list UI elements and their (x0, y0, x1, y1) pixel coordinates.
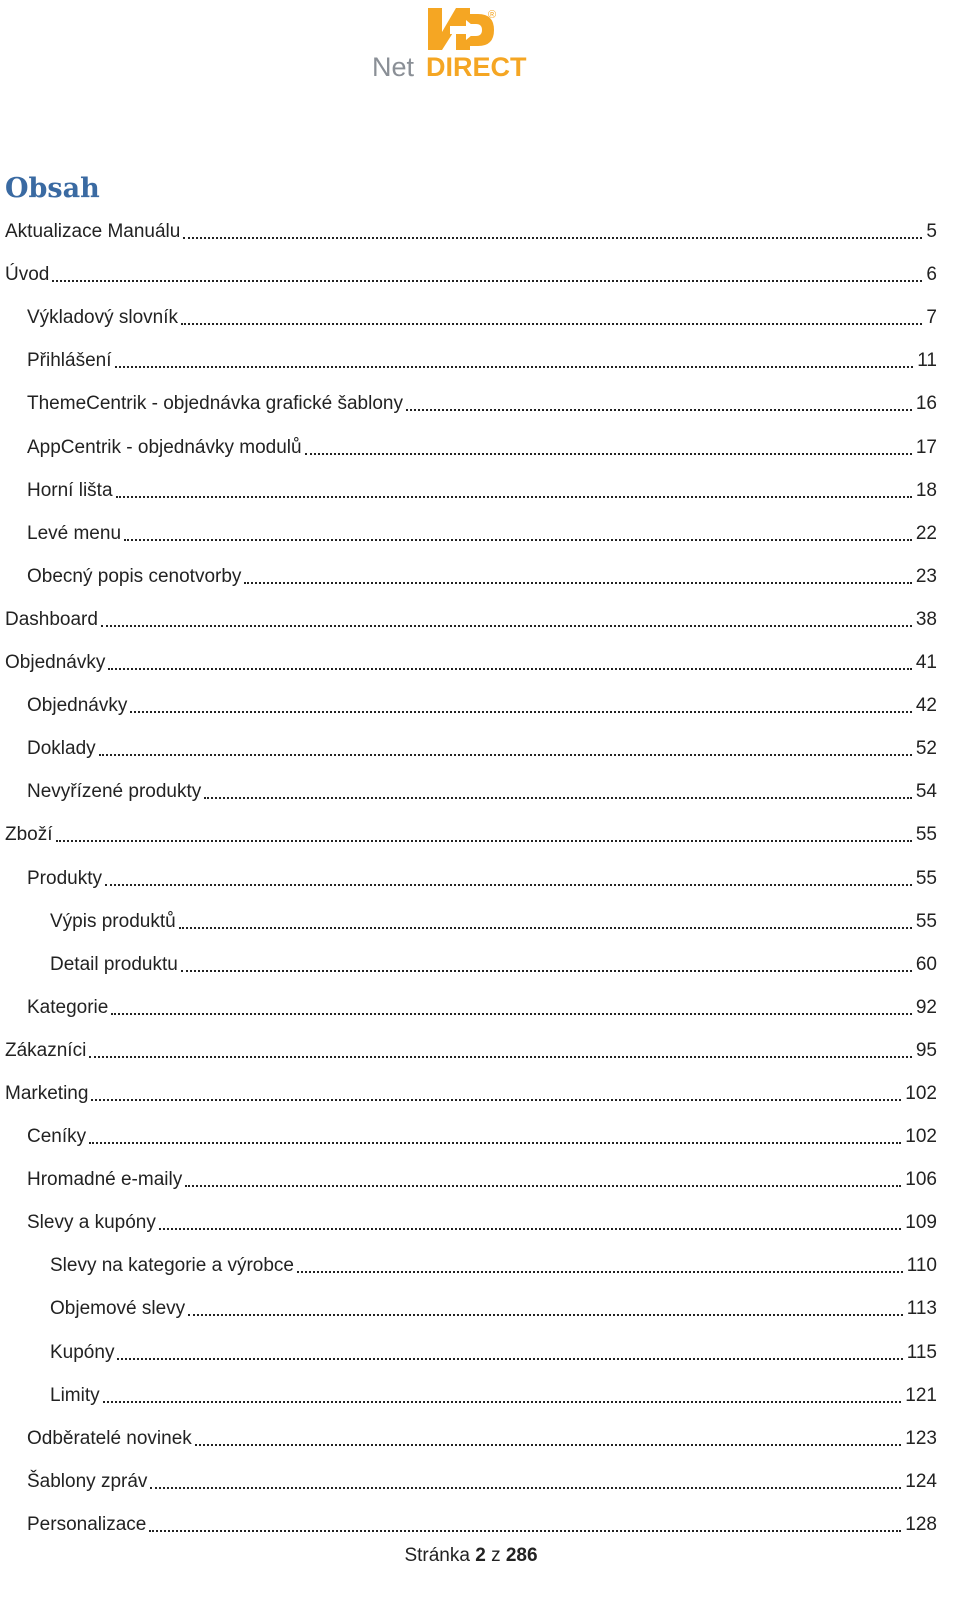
toc-entry[interactable] (5, 382, 937, 425)
toc-title: Obsah (5, 173, 100, 204)
toc-entry[interactable] (5, 1417, 937, 1460)
toc-dot-leader (89, 1141, 901, 1144)
table-of-contents (5, 210, 937, 1546)
toc-entry-title: Zboží (5, 824, 53, 846)
toc-entry-title: Zákazníci (5, 1039, 87, 1061)
toc-dot-leader (117, 1357, 902, 1360)
toc-entry[interactable] (5, 598, 937, 641)
toc-entry[interactable] (5, 253, 937, 296)
toc-entry-title: Nevyřízené produkty (27, 781, 202, 803)
logo-text-direct: DIRECT (426, 52, 527, 82)
toc-entry-title: Limity (50, 1384, 100, 1406)
toc-dot-leader (159, 1227, 901, 1230)
toc-entry-page-number: 18 (915, 479, 937, 501)
toc-entry-page-number: 109 (905, 1212, 937, 1234)
toc-entry[interactable] (5, 1330, 937, 1373)
toc-entry-title: Levé menu (27, 522, 122, 544)
toc-entry-page-number: 11 (917, 350, 937, 372)
toc-entry[interactable] (5, 684, 937, 727)
logo-graphic (370, 6, 590, 82)
toc-entry[interactable] (5, 555, 937, 598)
toc-entry-title: Šablony zpráv (27, 1470, 148, 1492)
toc-entry-title: Slevy na kategorie a výrobce (50, 1255, 294, 1277)
toc-entry-title: Produkty (27, 867, 102, 889)
toc-dot-leader (124, 538, 912, 541)
toc-entry-page-number: 123 (905, 1427, 937, 1449)
toc-entry-page-number: 38 (915, 608, 937, 630)
toc-dot-leader (105, 883, 912, 886)
toc-dot-leader (195, 1443, 902, 1446)
toc-dot-leader (188, 1313, 903, 1316)
toc-entry[interactable] (5, 425, 937, 468)
toc-dot-leader (115, 365, 914, 368)
toc-dot-leader (183, 236, 922, 239)
toc-entry-title: ThemeCentrik - objednávka grafické šablony (27, 393, 403, 415)
toc-entry-page-number: 92 (915, 996, 937, 1018)
toc-entry-page-number: 42 (915, 695, 937, 717)
toc-entry-page-number: 52 (915, 738, 937, 760)
toc-entry[interactable] (5, 1244, 937, 1287)
toc-entry-title: Kupóny (50, 1341, 115, 1363)
toc-dot-leader (91, 1098, 901, 1101)
toc-entry-title: Aktualizace Manuálu (5, 221, 181, 243)
toc-entry-title: Ceníky (27, 1126, 87, 1148)
toc-entry-page-number: 55 (915, 910, 937, 932)
toc-entry-page-number: 55 (915, 824, 937, 846)
toc-dot-leader (149, 1529, 901, 1532)
toc-entry-page-number: 102 (905, 1082, 937, 1104)
toc-dot-leader (111, 1012, 912, 1015)
toc-entry-page-number: 17 (915, 436, 937, 458)
toc-entry[interactable] (5, 986, 937, 1029)
toc-dot-leader (305, 452, 912, 455)
toc-dot-leader (101, 624, 912, 627)
toc-entry-title: Přihlášení (27, 350, 112, 372)
toc-dot-leader (297, 1270, 903, 1273)
toc-entry-title: Kategorie (27, 996, 109, 1018)
toc-entry-page-number: 110 (906, 1255, 937, 1277)
toc-entry-title: Objemové slevy (50, 1298, 186, 1320)
toc-entry-title: Objednávky (27, 695, 128, 717)
toc-entry-title: AppCentrik - objednávky modulů (27, 436, 302, 458)
toc-entry-page-number: 106 (905, 1169, 937, 1191)
toc-dot-leader (103, 1400, 902, 1403)
toc-entry-page-number: 124 (905, 1470, 937, 1492)
toc-entry-page-number: 60 (915, 953, 937, 975)
toc-entry-page-number: 7 (926, 307, 937, 329)
toc-entry-title: Dashboard (5, 608, 98, 630)
toc-entry[interactable] (5, 1460, 937, 1503)
toc-entry[interactable] (5, 943, 937, 986)
toc-entry[interactable] (5, 1115, 937, 1158)
toc-entry-title: Odběratelé novinek (27, 1427, 192, 1449)
toc-entry-page-number: 22 (915, 522, 937, 544)
toc-entry[interactable] (5, 856, 937, 899)
toc-entry-page-number: 41 (915, 652, 937, 674)
toc-entry[interactable] (5, 210, 937, 253)
toc-entry-page-number: 23 (915, 565, 937, 587)
toc-entry-title: Úvod (5, 264, 50, 286)
footer-current-page: 2 (475, 1545, 486, 1566)
toc-entry-page-number: 55 (915, 867, 937, 889)
toc-dot-leader (185, 1184, 901, 1187)
toc-entry[interactable] (5, 727, 937, 770)
toc-entry-title: Výkladový slovník (27, 307, 179, 329)
toc-entry-title: Personalizace (27, 1513, 147, 1535)
toc-entry[interactable] (5, 813, 937, 856)
toc-entry[interactable] (5, 900, 937, 943)
toc-entry[interactable] (5, 1374, 937, 1417)
toc-dot-leader (99, 753, 912, 756)
footer-total-pages: 286 (505, 1545, 538, 1566)
toc-entry[interactable] (5, 1287, 937, 1330)
toc-entry-page-number: 113 (906, 1298, 937, 1320)
toc-entry-page-number: 5 (926, 221, 937, 243)
logo-text-net: Net (372, 52, 415, 82)
toc-entry[interactable] (5, 512, 937, 555)
toc-entry[interactable] (5, 1201, 937, 1244)
toc-dot-leader (52, 279, 922, 282)
footer-prefix: Stránka (404, 1545, 470, 1566)
netdirect-logo (370, 6, 590, 82)
toc-dot-leader (406, 408, 912, 411)
toc-entry-page-number: 95 (915, 1039, 937, 1061)
toc-entry-page-number: 102 (905, 1126, 937, 1148)
toc-dot-leader (130, 710, 912, 713)
toc-dot-leader (244, 581, 911, 584)
toc-dot-leader (56, 839, 912, 842)
toc-entry[interactable] (5, 1072, 937, 1115)
toc-entry-title: Obecný popis cenotvorby (27, 565, 242, 587)
toc-dot-leader (179, 926, 912, 929)
toc-entry-title: Slevy a kupóny (27, 1212, 156, 1234)
toc-entry-page-number: 16 (915, 393, 937, 415)
toc-entry-title: Marketing (5, 1082, 89, 1104)
toc-dot-leader (116, 495, 912, 498)
toc-entry[interactable] (5, 641, 937, 684)
toc-dot-leader (204, 796, 912, 799)
toc-entry[interactable] (5, 1029, 937, 1072)
toc-entry[interactable] (5, 1158, 937, 1201)
toc-entry-title: Objednávky (5, 652, 106, 674)
toc-entry[interactable] (5, 1503, 937, 1546)
toc-entry-title: Doklady (27, 738, 96, 760)
toc-entry[interactable] (5, 339, 937, 382)
toc-entry[interactable] (5, 296, 937, 339)
toc-entry-page-number: 121 (905, 1384, 937, 1406)
toc-entry-page-number: 128 (905, 1513, 937, 1535)
toc-entry-title: Výpis produktů (50, 910, 176, 932)
footer-separator: z (491, 1545, 501, 1566)
toc-dot-leader (150, 1486, 901, 1489)
toc-entry-page-number: 115 (906, 1341, 937, 1363)
toc-entry-title: Detail produktu (50, 953, 178, 975)
logo-registered: ® (488, 9, 497, 21)
toc-dot-leader (108, 667, 912, 670)
toc-entry-page-number: 6 (926, 264, 937, 286)
toc-entry-title: Horní lišta (27, 479, 113, 501)
toc-entry-page-number: 54 (915, 781, 937, 803)
page-footer (0, 1545, 942, 1567)
toc-entry-title: Hromadné e-maily (27, 1169, 183, 1191)
toc-dot-leader (181, 969, 912, 972)
toc-entry[interactable] (5, 770, 937, 813)
toc-dot-leader (89, 1055, 912, 1058)
toc-entry[interactable] (5, 469, 937, 512)
toc-dot-leader (181, 322, 922, 325)
